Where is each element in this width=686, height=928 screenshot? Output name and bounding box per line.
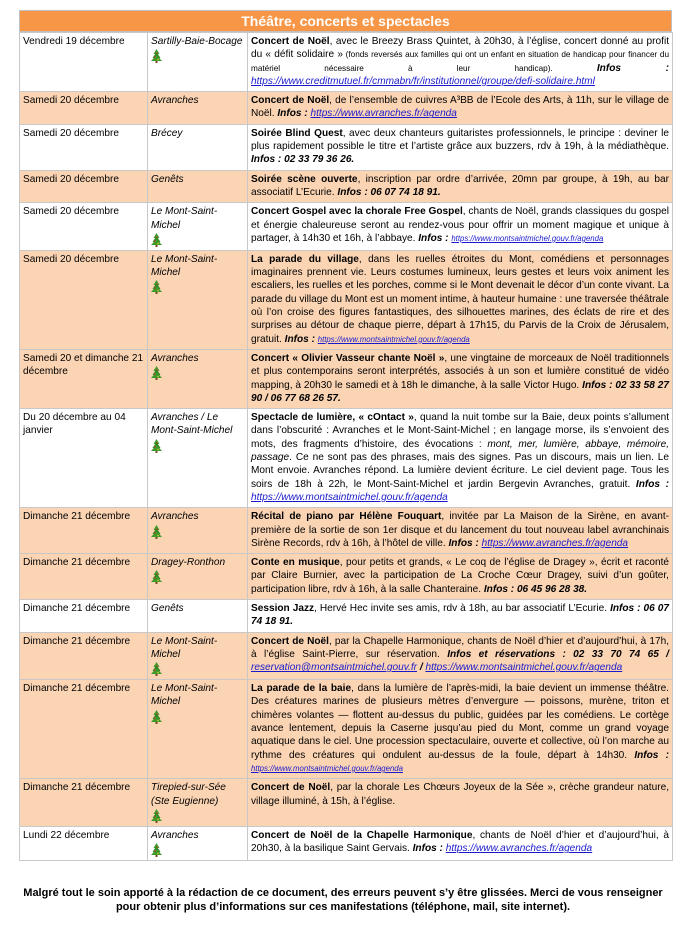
event-infos: Infos : <box>277 108 311 120</box>
event-title: Soirée Blind Quest <box>251 127 343 139</box>
event-description <box>248 508 673 554</box>
christmas-tree-icon <box>151 662 162 676</box>
event-link[interactable]: https://www.montsaintmichel.gouv.fr/agenda <box>425 662 623 674</box>
event-date: Vendredi 19 décembre <box>20 33 148 92</box>
event-text: , dans la lumière de l’après-midi, la baie devient un immense théâtre. Des créatures marines de plusieurs mètres d’envergure — poissons, murène, triton et chimères volantes — flottent au-dessus du public, guidées par les comédiens. Le cortège avance lentement, depuis la Caserne jusqu’au pied du Mont, comme un grand voyage aquatique dans le ciel. Une procession spectaculaire, ouverte et collective, où l’on marche au rythme des créatures qui ondulent au-dessus de la foule, départ à 14h30. <box>251 683 669 761</box>
event-title: Concert « Olivier Vasseur chante Noël » <box>251 352 445 364</box>
event-title: Concert de Noël <box>251 782 331 794</box>
event-place-name: Avranches <box>151 829 199 841</box>
event-place-name: Dragey-Ronthon <box>151 557 226 569</box>
event-date: Dimanche 21 décembre <box>20 680 148 779</box>
christmas-tree-icon <box>151 710 162 724</box>
event-date: Samedi 20 et dimanche 21 décembre <box>20 349 148 408</box>
event-text: , avec le Breezy Brass Quintet, à 20h30, à l’église, concert donné au profit du « défit solidaire » <box>251 36 669 61</box>
event-date: Samedi 20 décembre <box>20 170 148 203</box>
event-link-separator: / <box>417 662 426 674</box>
event-date: Lundi 22 décembre <box>20 826 148 860</box>
christmas-tree-icon <box>151 49 162 63</box>
event-place <box>148 779 248 827</box>
christmas-tree-icon <box>151 843 162 857</box>
event-place <box>148 124 248 170</box>
event-text: , par la chorale Les Chœurs Joyeux de la Sée », crèche grandeur nature, village illuminé, à 15h, à l’église. <box>251 782 669 807</box>
event-title: Spectacle de lumière, « cOntact » <box>251 412 414 424</box>
event-place <box>148 409 248 508</box>
event-place <box>148 349 248 408</box>
events-table <box>19 32 673 861</box>
event-place-name: Brécey <box>151 127 183 139</box>
event-text: , avec deux chanteurs guitaristes professionnels, le principe : deviner le plus rapidement possible le titre et l’artiste grâce aux buzzers, rdv à 19h, à la médiathèque. <box>251 127 669 153</box>
christmas-tree-icon <box>151 439 162 453</box>
event-row <box>20 826 673 860</box>
event-place <box>148 632 248 680</box>
event-place-name: Le Mont-Saint-Michel <box>151 253 218 279</box>
event-row <box>20 92 673 125</box>
event-place-name: Le Mont-Saint-Michel <box>151 635 218 660</box>
event-infos: Infos : <box>412 843 446 855</box>
event-row <box>20 508 673 554</box>
event-date: Samedi 20 décembre <box>20 124 148 170</box>
event-infos: Infos : 06 07 74 18 91. <box>337 186 441 198</box>
event-link[interactable]: https://www.montsaintmichel.gouv.fr/agenda <box>251 763 403 773</box>
event-place-name: Genêts <box>151 602 184 614</box>
event-description <box>248 599 673 632</box>
event-row <box>20 680 673 779</box>
event-row <box>20 409 673 508</box>
event-text: , une vingtaine de morceaux de Noël traditionnels et plus contemporains seront interprétés, associés à un son et lumière constitué de vidéo mapping, à 20h30 le samedi et à 18h le dimanche, à la salle Victor Hugo. <box>251 352 670 391</box>
event-description <box>248 124 673 170</box>
christmas-tree-icon <box>151 809 162 823</box>
event-text: , pour petits et grands, « Le coq de l’église de Dragey », écrit et raconté par Claire Burnier, avec la participation de La Croche Cœur Dragey, suivi d’un goûter, participation libre, rdv à 16h, à la salle Chanteraine. <box>251 557 669 595</box>
event-place <box>148 203 248 251</box>
event-description <box>248 409 673 508</box>
event-note: (fonds reversés aux familles qui ont un enfant en situation de handicap pour financer du matériel nécessaire à leur handicap). <box>251 50 670 73</box>
event-infos: Infos et réservations : 02 33 70 74 65 / <box>447 648 669 660</box>
event-description <box>248 250 673 349</box>
event-description <box>248 554 673 600</box>
event-date: Samedi 20 décembre <box>20 203 148 251</box>
event-description <box>248 632 673 680</box>
event-infos: Infos : 06 45 96 28 38. <box>483 583 588 595</box>
events-page <box>19 10 672 861</box>
section-title: Théâtre, concerts et spectacles <box>19 10 672 32</box>
christmas-tree-icon <box>151 233 162 247</box>
event-place-name: Avranches <box>151 352 199 364</box>
event-place <box>148 92 248 125</box>
event-title: Concert de Noël <box>251 95 330 107</box>
event-title: Conte en musique <box>251 557 340 569</box>
event-place <box>148 508 248 554</box>
event-title: La parade de la baie <box>251 683 352 695</box>
event-description <box>248 170 673 203</box>
event-description <box>248 33 673 92</box>
event-infos: Infos : <box>635 478 669 490</box>
event-row <box>20 170 673 203</box>
event-title: La parade du village <box>251 253 359 265</box>
event-link[interactable]: https://www.creditmutuel.fr/cmmabn/fr/institutionnel/groupe/defi-solidaire.html <box>251 75 595 87</box>
event-description <box>248 826 673 860</box>
event-infos: Infos : 06 07 74 18 91. <box>251 602 670 628</box>
event-title: Concert de Noël de la Chapelle Harmonique <box>251 829 473 841</box>
event-text: , invitée par La Maison de la Sirène, en avant-première de la sortie de son 1er disque et du lancement du tout nouveau label avranchinais Sirène Records, rdv à 16h, à l’hôtel de ville. <box>251 511 670 549</box>
christmas-tree-icon <box>151 570 162 584</box>
event-row <box>20 349 673 408</box>
event-place-name: Avranches / Le Mont-Saint-Michel <box>151 412 233 437</box>
event-link[interactable]: https://www.montsaintmichel.gouv.fr/agenda <box>317 334 470 344</box>
event-text: , chants de Noël, grands classiques du gospel et énergie chaleureuse seront au rendez-vous pour offrir un moment magique et unique à partager, à 14h30 et 16h, à l’abbaye. <box>251 206 669 244</box>
event-text: , chants de Noël d’hier et d’aujourd’hui, à 20h30, à la basilique Saint Gervais. <box>251 829 669 855</box>
event-keywords: mont, mer, lumière, abbaye, mémoire, passage <box>251 438 669 464</box>
event-date: Dimanche 21 décembre <box>20 779 148 827</box>
event-date: Samedi 20 décembre <box>20 92 148 125</box>
event-row <box>20 33 673 92</box>
event-infos: Infos : <box>284 333 318 345</box>
event-link[interactable]: https://www.montsaintmichel.gouv.fr/agenda <box>251 491 448 503</box>
event-place <box>148 33 248 92</box>
event-description <box>248 92 673 125</box>
event-place <box>148 680 248 779</box>
event-date: Dimanche 21 décembre <box>20 508 148 554</box>
event-place-name: Le Mont-Saint-Michel <box>151 206 218 231</box>
event-place-name: Le Mont-Saint-Michel <box>151 683 218 708</box>
event-title: Soirée scène ouverte <box>251 173 358 185</box>
event-text: , inscription par ordre d’arrivée, 20mn par groupe, à 19h, au bar associatif L’Ecurie. <box>251 173 669 198</box>
event-link[interactable]: https://www.avranches.fr/agenda <box>481 537 629 549</box>
disclaimer-footer: Malgré tout le soin apporté à la rédaction de ce document, des erreurs peuvent s’y être glissées. Merci de vous renseigner pour obtenir plus d’informations sur ces manifestations (téléphone, mail, site internet). <box>23 887 663 913</box>
event-text: , quand la nuit tombe sur la Baie, deux points s’allument dans l’obscurité : Avranches et le Mont-Saint-Michel ; en langage morse, ils s’envoient des mots, des fragments d’histoire, des évocations : <box>251 412 670 450</box>
event-date: Dimanche 21 décembre <box>20 554 148 600</box>
event-row <box>20 554 673 600</box>
event-description <box>248 779 673 827</box>
event-row <box>20 250 673 349</box>
christmas-tree-icon <box>151 525 162 539</box>
event-date: Dimanche 21 décembre <box>20 599 148 632</box>
event-place-name: Genêts <box>151 173 184 185</box>
event-infos: Infos : <box>596 62 670 74</box>
event-link[interactable]: https://www.montsaintmichel.gouv.fr/agenda <box>451 233 604 243</box>
event-description <box>248 203 673 251</box>
christmas-tree-icon <box>151 280 162 294</box>
event-row <box>20 599 673 632</box>
event-link[interactable]: https://www.avranches.fr/agenda <box>445 843 593 855</box>
event-title: Session Jazz <box>251 602 315 614</box>
event-row <box>20 124 673 170</box>
event-title: Récital de piano par Hélène Fouquart <box>251 511 442 523</box>
event-title: Concert de Noël <box>251 635 329 647</box>
event-row <box>20 779 673 827</box>
event-infos: Infos : 02 33 58 27 90 / 06 77 68 26 57. <box>251 379 670 404</box>
event-date: Du 20 décembre au 04 janvier <box>20 409 148 508</box>
event-date: Samedi 20 décembre <box>20 250 148 349</box>
event-row <box>20 203 673 251</box>
event-title: Concert de Noël <box>251 36 330 47</box>
event-infos: Infos : 02 33 79 36 26. <box>251 154 355 166</box>
event-description <box>248 680 673 779</box>
event-date: Dimanche 21 décembre <box>20 632 148 680</box>
event-place <box>148 170 248 203</box>
event-text: , Hervé Hec invite ses amis, rdv à 18h, au bar associatif L’Ecurie. <box>314 602 611 614</box>
event-infos: Infos : <box>418 232 452 244</box>
event-description <box>248 349 673 408</box>
event-place <box>148 599 248 632</box>
event-text: , dans les ruelles étroites du Mont, comédiens et personnages imaginaires prennent vie. Leurs costumes lumineux, leurs gestes et leurs voix animent les escaliers, les ruelles et les porches, comme si le Mont devenait le décor d’un conte vivant. La parade du village du Mont est un moment intime, à hauteur humaine : une traversée théâtrale où l’on croise des figures fantastiques, des silhouettes marines, des éclats de rire et des surprises au détour de chaque pierre, départ à 17h15, du Parvis de la Croix de Jérusalem, gratuit. <box>251 253 669 345</box>
event-text: , de l’ensemble de cuivres A³BB de l’Ecole des Arts, à 11h, sur le village de Noël. <box>251 95 669 120</box>
event-text: , par la Chapelle Harmonique, chants de Noël d’hier et d’aujourd’hui, à 17h, à l’église Saint-Pierre, sur réservation. <box>251 635 669 660</box>
event-infos: Infos : <box>448 537 482 549</box>
event-row <box>20 632 673 680</box>
event-place <box>148 826 248 860</box>
event-place-name: Sartilly-Baie-Bocage <box>151 36 243 47</box>
event-place-name: Avranches <box>151 95 199 107</box>
event-text-more: . Ce ne sont pas des phrases, mais des signes. Pas un discours, mais un lien. Le Mont envoie. Avranches répond. La lumière devient écriture. Le ciel devient page. Tous les soirs de 18h à 22h, le Mont-Saint-Michel et jardin Bergevin Avranches, gratuit. <box>251 452 669 490</box>
event-email-link[interactable]: reservation@montsaintmichel.gouv.fr <box>251 662 418 674</box>
event-place <box>148 554 248 600</box>
event-place <box>148 250 248 349</box>
christmas-tree-icon <box>151 366 162 380</box>
event-infos: Infos : <box>634 749 669 761</box>
event-title: Concert Gospel avec la chorale Free Gospel <box>251 206 463 218</box>
event-place-name: Avranches <box>151 511 199 523</box>
event-place-name: Tirepied-sur-Sée (Ste Eugienne) <box>151 782 226 807</box>
event-link[interactable]: https://www.avranches.fr/agenda <box>310 108 457 120</box>
